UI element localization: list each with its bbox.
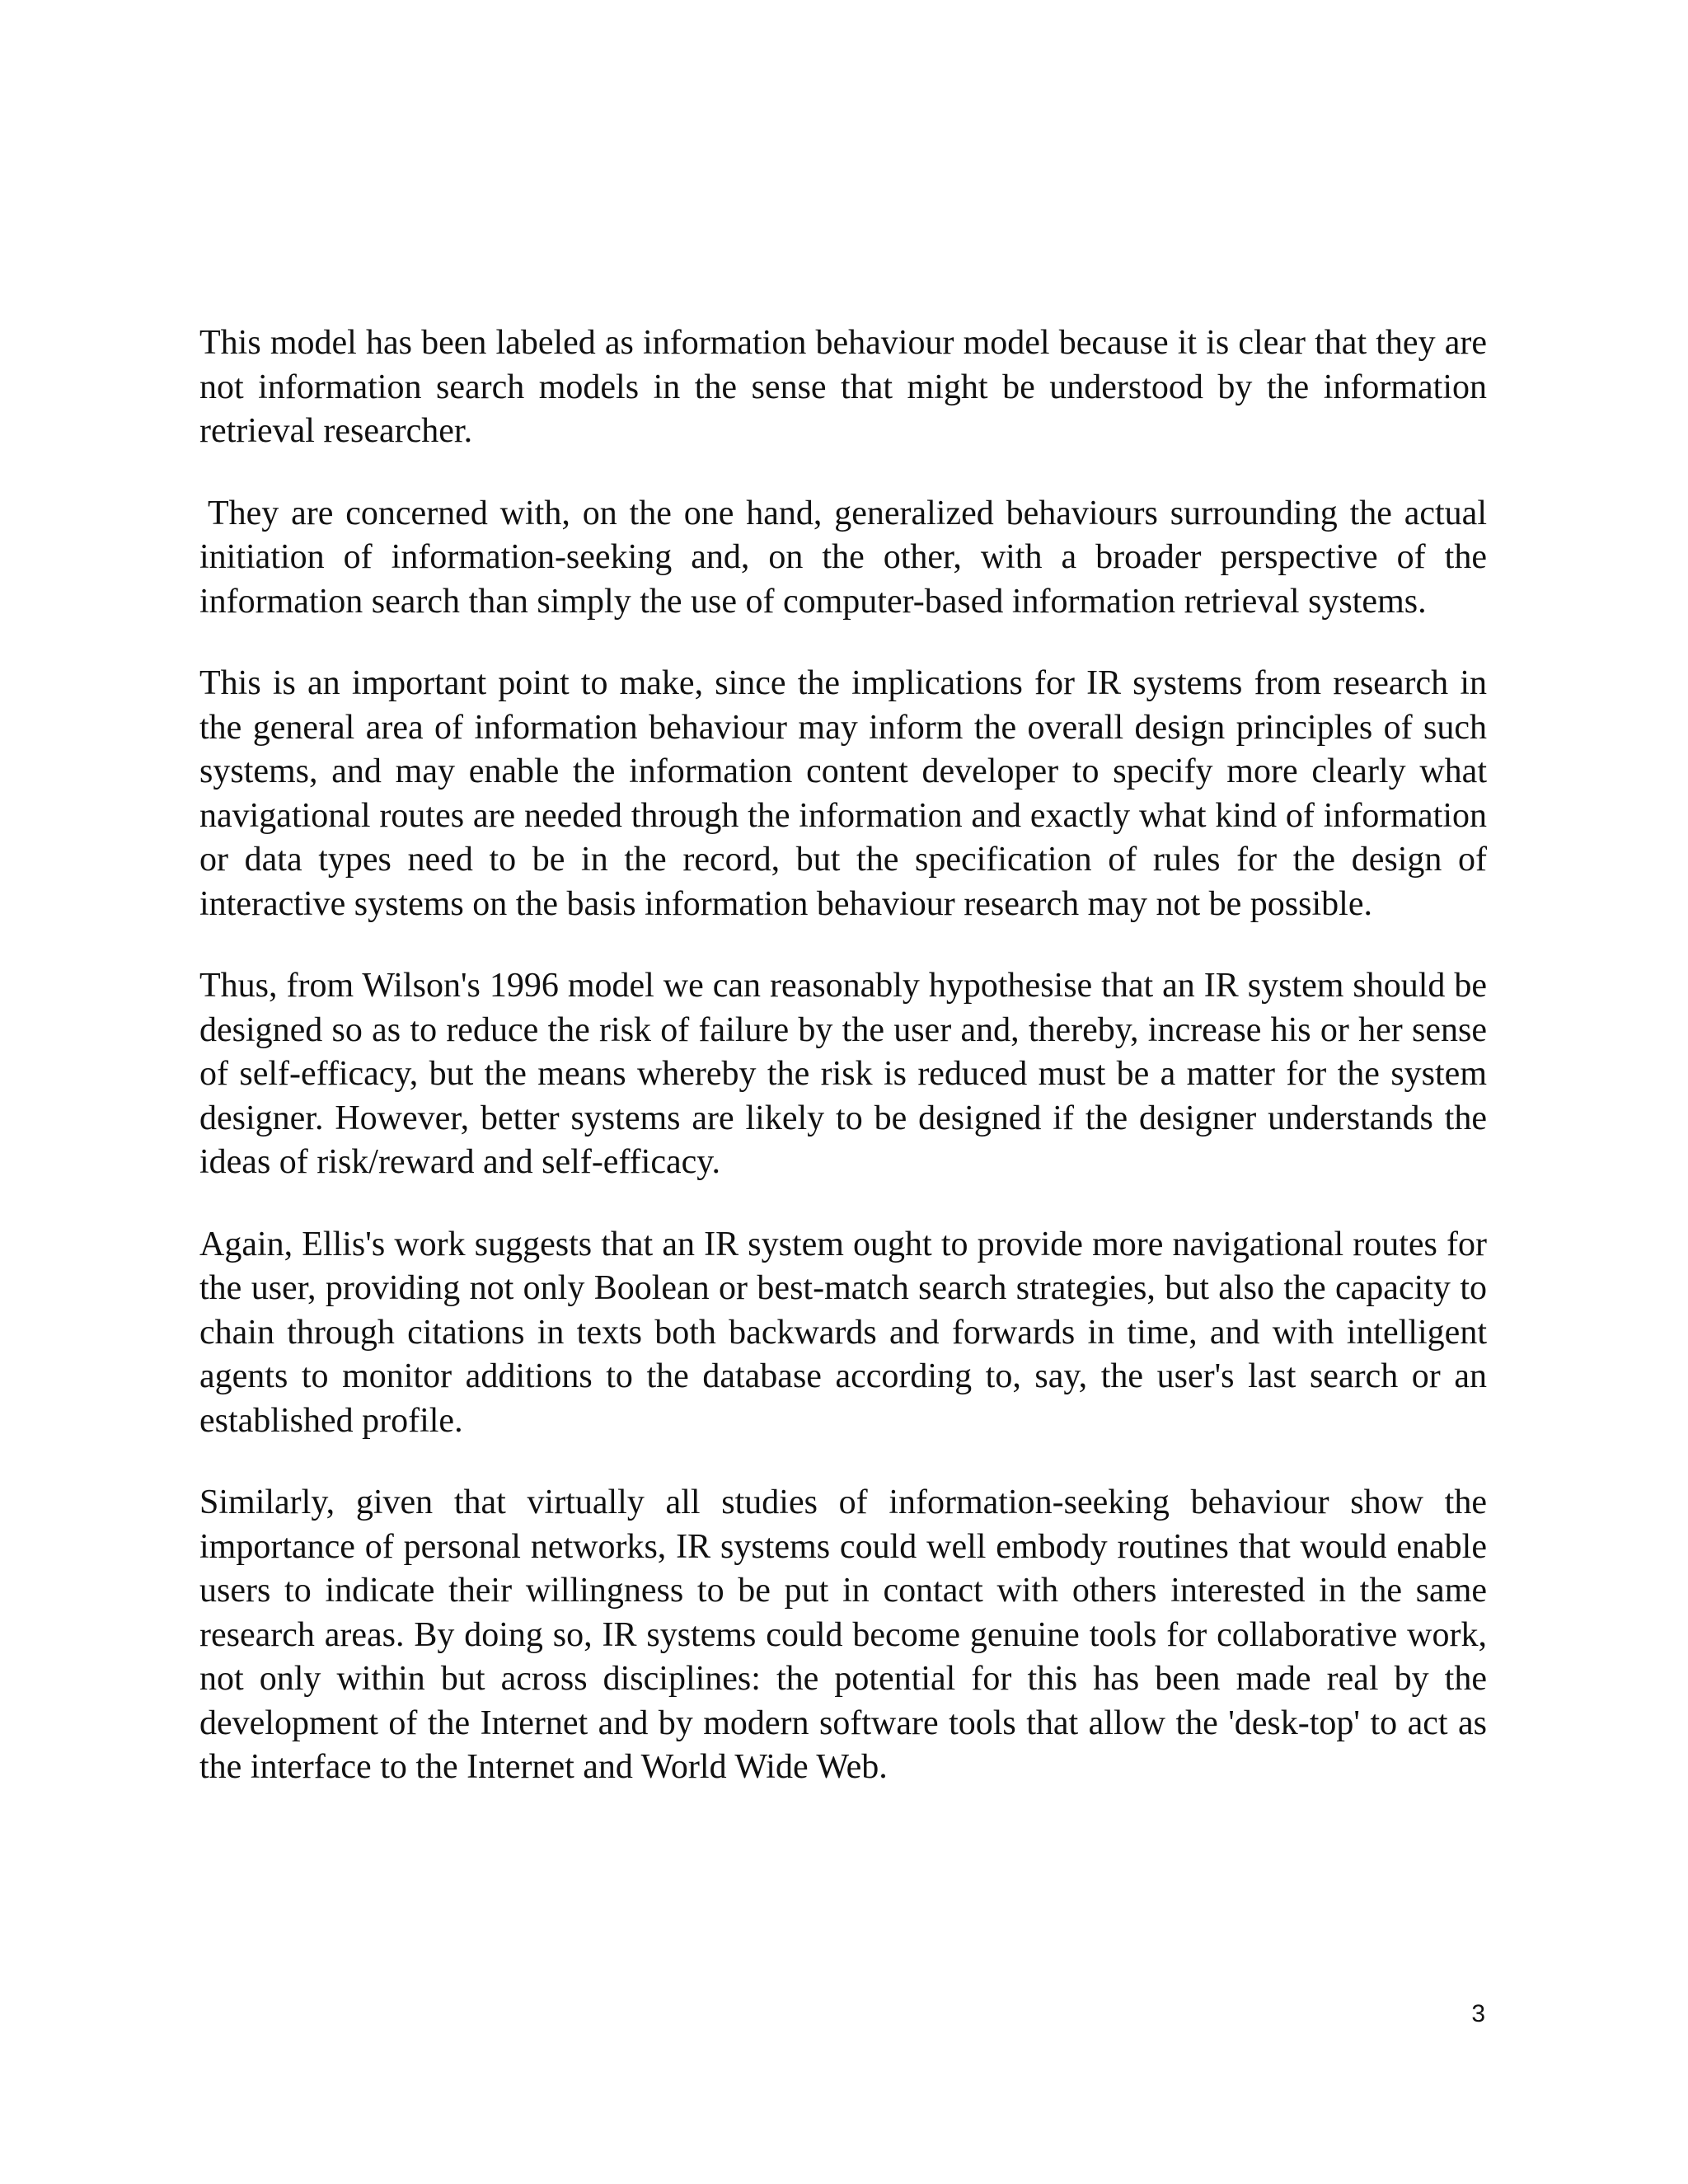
paragraph-generalized-behaviours: They are concerned with, on the one hand, generalized behaviours surrounding the actual initiation of information-seeking and, on the other, with a broader perspective of the information search than simply the use of computer-based information retrieval systems.: [199, 494, 1487, 621]
paragraph-ir-system-implications: This is an important point to make, since the implications for IR systems from research in the general area of information behaviour may inform the overall design principles of such systems, and may enable the information content developer to specify more clearly what navigational routes are needed through the information and exactly what kind of information or data types need to be in the record, but the specification of rules for the design of interactive systems on the basis information behaviour research may not be possible.: [199, 664, 1487, 923]
body-text: [199, 321, 1487, 1828]
paragraph-ellis-work: Again, Ellis's work suggests that an IR system ought to provide more navigational routes for the user, providing not only Boolean or best-match search strategies, but also the capacity to chain through citations in texts both backwards and forwards in time, and with intelligent agents to monitor additions to the database according to, say, the user's last search or an established profile.: [199, 1225, 1487, 1440]
paragraph-wilson-1996-model: Thus, from Wilson's 1996 model we can reasonably hypothesise that an IR system should be designed so as to reduce the risk of failure by the user and, thereby, increase his or her sense of self-efficacy, but the means whereby the risk is reduced must be a matter for the system designer. However, better systems are likely to be designed if the designer understands the ideas of risk/reward and self-efficacy.: [199, 967, 1487, 1181]
page-number: 3: [1471, 2000, 1485, 2027]
paragraph-personal-networks: Similarly, given that virtually all studies of information-seeking behaviour show the importance of personal networks, IR systems could well embody routines that would enable users to indicate their willingness to be put in contact with others interested in the same research areas. By doing so, IR systems could become genuine tools for collaborative work, not only within but across disciplines: the potential for this has been made real by the development of the Internet and by modern software tools that allow the 'desk-top' to act as the interface to the Internet and World Wide Web.: [199, 1483, 1487, 1786]
paragraph-information-behaviour-model: This model has been labeled as information behaviour model because it is clear that they are not information search models in the sense that might be understood by the information retrieval researcher.: [199, 324, 1487, 450]
